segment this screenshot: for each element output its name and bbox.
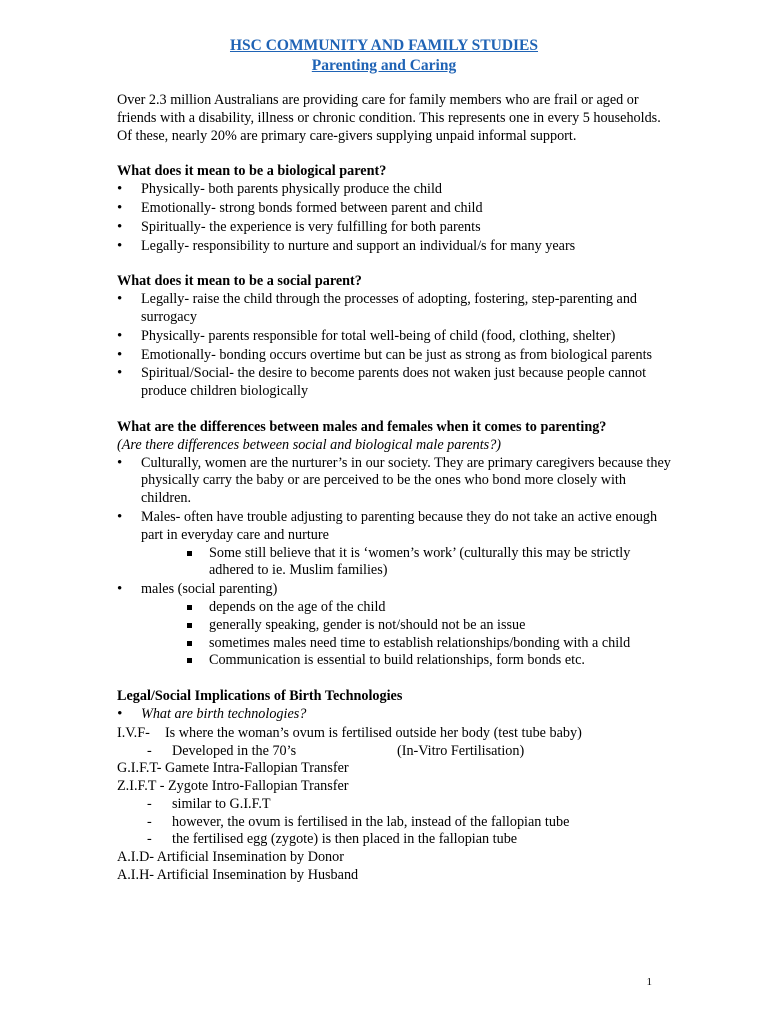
zift-point: - however, the ovum is fertilised in the lab, instead of the fallopian tube [117, 814, 677, 832]
zift-line: Z.I.F.T - Zygote Intro-Fallopian Transfer [117, 778, 349, 795]
ivf-developed: Developed in the 70’s [172, 742, 297, 759]
list-item: • Spiritually- the experience is very fulfilling for both parents [117, 219, 677, 237]
section-heading-differences: What are the differences between males and females when it comes to parenting? [117, 418, 607, 435]
aih-line: A.I.H- Artificial Insemination by Husband [117, 867, 359, 884]
document-title: HSC COMMUNITY AND FAMILY STUDIES [229, 37, 539, 54]
section-heading-social: What does it mean to be a social parent? [117, 273, 362, 290]
sub-list-item: sometimes males need time to establish relationships/bonding with a child [141, 635, 677, 653]
differences-list [117, 455, 677, 671]
sub-list-item: Some still believe that it is ‘women’s work’ (culturally this may be strictly adhered to ie. Muslim families) [141, 545, 677, 581]
sub-list-item: depends on the age of the child [141, 599, 677, 617]
list-item: • Legally- raise the child through the processes of adopting, fostering, step-parenting and surrogacy [117, 291, 677, 327]
gift-line: G.I.F.T- Gamete Intra-Fallopian Transfer [117, 760, 349, 777]
section-heading-biological: What does it mean to be a biological parent? [117, 163, 387, 180]
biological-parent-list [117, 181, 677, 255]
list-item: • Emotionally- strong bonds formed between parent and child [117, 200, 677, 218]
sub-list-item: Communication is essential to build relationships, form bonds etc. [141, 652, 677, 670]
list-item: • Physically- both parents physically produce the child [117, 181, 677, 199]
list-item: • Physically- parents responsible for total well-being of child (food, clothing, shelter) [117, 328, 677, 346]
section-subheading-differences: (Are there differences between social and biological male parents?) [117, 436, 502, 453]
list-item: • What are birth technologies? [117, 706, 677, 724]
aid-line: A.I.D- Artificial Insemination by Donor [117, 849, 344, 866]
document-body [117, 92, 677, 885]
ivf-full-name: (In-Vitro Fertilisation) [397, 742, 525, 759]
list-item: • Culturally, women are the nurturer’s in our society. They are primary caregivers because they physically carry the baby or are perceived to be the ones who bond more closely with children. [117, 455, 677, 508]
birth-tech-question-list [117, 706, 677, 724]
social-parent-list [117, 291, 677, 401]
ivf-line [117, 725, 677, 743]
sub-list [141, 599, 677, 670]
list-item [117, 581, 677, 670]
list-item-text: Males- often have trouble adjusting to parenting because they do not take an active enough part in everyday care and nurture [141, 508, 658, 543]
ivf-description: Is where the woman’s ovum is fertilised outside her body (test tube baby) [164, 724, 582, 741]
sub-list [141, 545, 677, 581]
ivf-detail-line [117, 743, 677, 761]
list-item: • Legally- responsibility to nurture and support an individual/s for many years [117, 238, 677, 256]
document-subtitle: Parenting and Caring [311, 57, 457, 74]
ivf-abbreviation: I.V.F- [117, 724, 150, 741]
section-heading-birth-technologies: Legal/Social Implications of Birth Technologies [117, 688, 403, 705]
list-item-text: males (social parenting) [141, 581, 278, 598]
list-item: • Emotionally- bonding occurs overtime but can be just as strong as from biological parents [117, 347, 677, 365]
intro-paragraph: Over 2.3 million Australians are providing care for family members who are frail or aged or friends with a disability, illness or chronic condition. This represents one in every 5 households. Of these, nearly 20% are primary care-givers supplying unpaid informal support. [117, 92, 661, 144]
page-number: 1 [646, 976, 652, 988]
sub-list-item: generally speaking, gender is not/should not be an issue [141, 617, 677, 635]
zift-point: - the fertilised egg (zygote) is then placed in the fallopian tube [117, 831, 677, 849]
list-item [117, 509, 677, 580]
zift-point: - similar to G.I.F.T [117, 796, 677, 814]
list-item: • Spiritual/Social- the desire to become parents does not waken just because people cannot produce children biologically [117, 365, 677, 401]
